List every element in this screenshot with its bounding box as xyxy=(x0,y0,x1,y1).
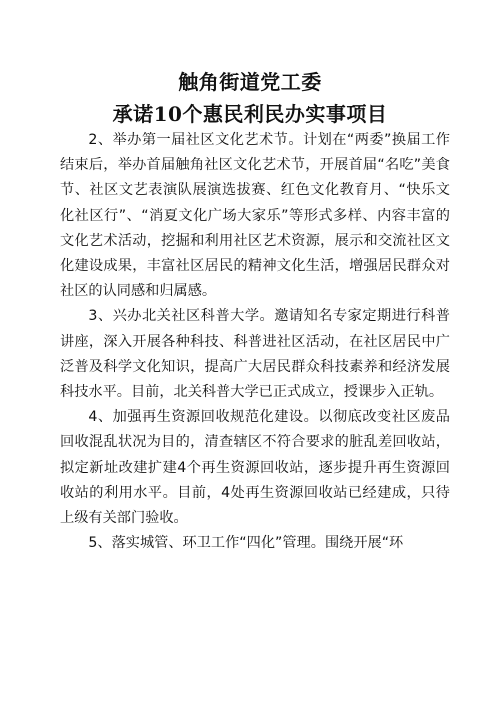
document-title: 触角街道党工委 xyxy=(178,70,322,94)
paragraph-lead: 3、兴办北关社区科普大学。 xyxy=(88,308,275,325)
document-body xyxy=(60,128,450,556)
paragraph-item-2 xyxy=(60,128,450,304)
paragraph-item-3 xyxy=(60,304,450,405)
paragraph-text: 邀请知名专家定期进行科普讲座，深入开展各种科技、科普进社区活动，在社区居民中广泛普及科学文化知识，提高广大居民群众科技素养和经济发展科技水平。目前，北关科普大学已正式成立，授课步入正轨。 xyxy=(60,308,450,401)
paragraph-text: 计划在“两委”换届工作结束后，举办首届触角社区文化艺术节，开展首届“名吃”美食节、社区文艺表演队展演选拔赛、红色文化教育月、“快乐文化社区行”、“消夏文化广场大家乐”等形式多样、内容丰富的文化艺术活动，挖掘和利用社区艺术资源，展示和交流社区文化建设成果，丰富社区居民的精神文化生活，增强居民群众对社区的认同感和归属感。 xyxy=(60,132,450,300)
paragraph-text: 以彻底改变社区废品回收混乱状况为目的，清查辖区不符合要求的脏乱差回收站，拟定新址改建扩建4个再生资源回收站，逐步提升再生资源回收站的利用水平。目前，4处再生资源回收站已经建成，只待上级有关部门验收。 xyxy=(60,409,450,527)
paragraph-lead: 2、举办第一届社区文化艺术节。 xyxy=(88,132,303,148)
document-subtitle: 承诺10个惠民利民办实事项目 xyxy=(112,102,388,126)
paragraph-lead: 4、加强再生资源回收规范化建设。 xyxy=(88,409,319,426)
paragraph-lead: 5、落实城管、环卫工作“四化”管理。 xyxy=(88,535,325,552)
paragraph-item-4 xyxy=(60,405,450,531)
document-heading xyxy=(0,66,500,130)
paragraph-item-5 xyxy=(60,531,450,556)
paragraph-text: 围绕开展“环 xyxy=(324,535,404,552)
